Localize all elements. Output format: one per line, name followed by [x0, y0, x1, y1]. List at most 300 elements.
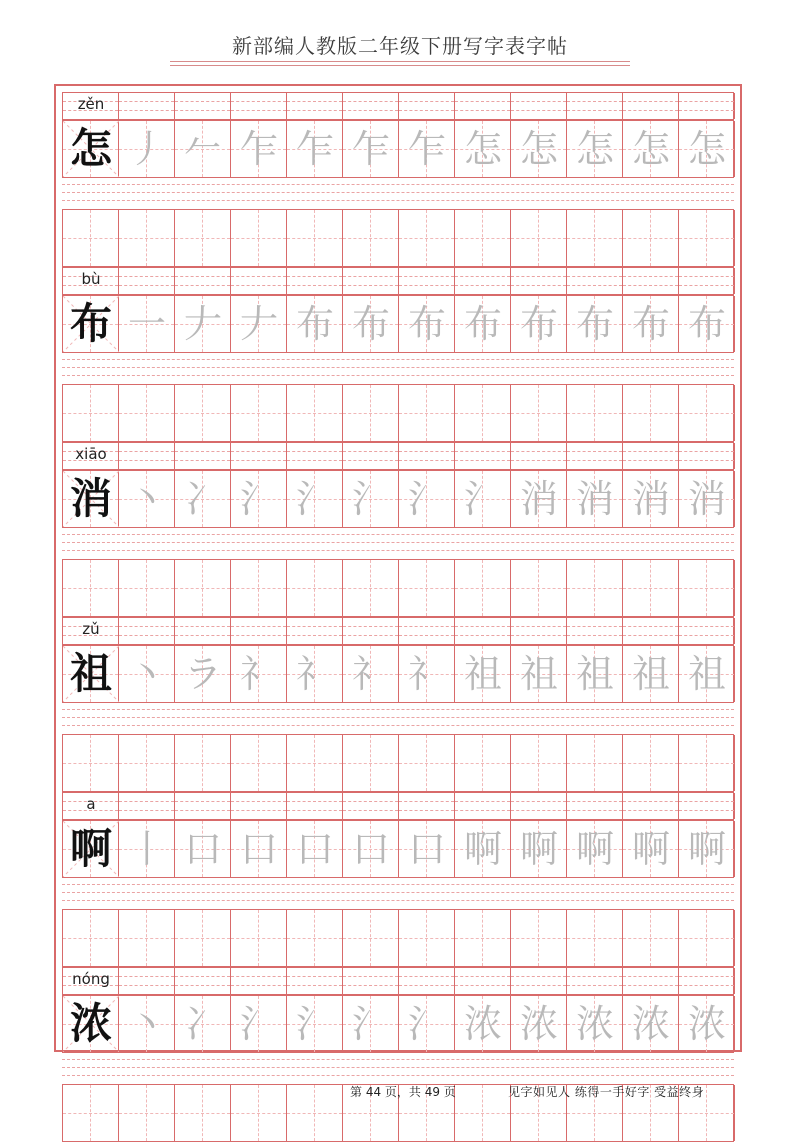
model-character-cell — [63, 821, 119, 877]
blank-cell[interactable] — [63, 735, 119, 791]
stroke-step: 怎 — [687, 127, 726, 171]
stroke-step: 丶 — [127, 652, 166, 696]
guide-gap — [62, 528, 734, 559]
blank-cell[interactable] — [175, 910, 231, 966]
trace-cell[interactable] — [399, 471, 455, 527]
trace-cell[interactable] — [231, 821, 287, 877]
trace-cell[interactable] — [455, 121, 511, 177]
blank-cell[interactable] — [119, 560, 175, 616]
pinyin-cell — [623, 443, 679, 469]
blank-cell[interactable] — [623, 560, 679, 616]
stroke-step: 氵 — [239, 1002, 278, 1046]
stroke-step: 浓 — [575, 1002, 614, 1046]
blank-practice-row — [62, 209, 734, 267]
blank-cell[interactable] — [455, 1085, 511, 1141]
blank-cell[interactable] — [231, 735, 287, 791]
blank-cell[interactable] — [679, 560, 735, 616]
stroke-step: 怎 — [631, 127, 670, 171]
pinyin-cell — [679, 443, 735, 469]
pinyin-cell — [567, 618, 623, 644]
blank-cell[interactable] — [287, 210, 343, 266]
pinyin-cell — [231, 443, 287, 469]
stroke-step: 啊 — [687, 827, 726, 871]
blank-cell[interactable] — [399, 910, 455, 966]
pinyin-cell — [231, 618, 287, 644]
blank-cell[interactable] — [511, 910, 567, 966]
trace-cell[interactable] — [119, 646, 175, 702]
stroke-step: 怎 — [463, 127, 502, 171]
trace-cell[interactable] — [567, 471, 623, 527]
pinyin-cell — [175, 793, 231, 819]
model-character-cell — [63, 471, 119, 527]
blank-cell[interactable] — [343, 910, 399, 966]
stroke-step: 祖 — [631, 652, 670, 696]
model-character: 怎 — [69, 124, 112, 173]
trace-cell[interactable] — [455, 296, 511, 352]
trace-cell[interactable] — [175, 996, 231, 1052]
pinyin-row — [62, 92, 734, 120]
blank-practice-row — [62, 559, 734, 617]
pinyin-cell — [119, 793, 175, 819]
pinyin-cell — [343, 793, 399, 819]
stroke-step: 祖 — [575, 652, 614, 696]
character-unit — [62, 267, 734, 442]
pinyin-cell — [623, 618, 679, 644]
blank-cell[interactable] — [623, 735, 679, 791]
blank-cell[interactable] — [623, 385, 679, 441]
model-character: 啊 — [69, 824, 112, 873]
trace-cell[interactable] — [287, 296, 343, 352]
pinyin-cell — [567, 443, 623, 469]
character-row — [62, 820, 734, 878]
pinyin-row — [62, 617, 734, 645]
stroke-step: 消 — [631, 477, 670, 521]
pinyin-cell — [175, 618, 231, 644]
page-number: 第 44 页，共 49 页 — [350, 1085, 456, 1099]
trace-cell[interactable] — [623, 821, 679, 877]
stroke-step: 丶 — [127, 1002, 166, 1046]
pinyin-cell — [455, 268, 511, 294]
pinyin-cell — [511, 618, 567, 644]
pinyin-cell — [287, 443, 343, 469]
pinyin-cell — [511, 268, 567, 294]
blank-cell[interactable] — [175, 210, 231, 266]
trace-cell[interactable] — [679, 996, 735, 1052]
blank-cell[interactable] — [175, 735, 231, 791]
stroke-step: 布 — [687, 302, 726, 346]
blank-cell[interactable] — [287, 1085, 343, 1141]
stroke-step: 浓 — [463, 1002, 502, 1046]
stroke-step: 冫 — [183, 477, 222, 521]
stroke-step: 祖 — [687, 652, 726, 696]
pinyin-cell — [175, 968, 231, 994]
stroke-step: 浓 — [519, 1002, 558, 1046]
blank-cell[interactable] — [63, 560, 119, 616]
pinyin-cell — [287, 268, 343, 294]
pinyin-cell — [343, 268, 399, 294]
stroke-step: 浓 — [687, 1002, 726, 1046]
trace-cell[interactable] — [679, 821, 735, 877]
trace-cell[interactable] — [567, 821, 623, 877]
stroke-step: 𠂇 — [239, 302, 278, 346]
trace-cell[interactable] — [343, 296, 399, 352]
blank-practice-row — [62, 734, 734, 792]
trace-cell[interactable] — [287, 996, 343, 1052]
trace-cell[interactable] — [623, 121, 679, 177]
stroke-step: 𠂉 — [183, 127, 222, 171]
model-character: 布 — [69, 299, 112, 348]
stroke-step: 布 — [351, 302, 390, 346]
stroke-step: 口 — [351, 827, 390, 871]
blank-cell[interactable] — [119, 735, 175, 791]
stroke-step: 礻 — [239, 652, 278, 696]
pinyin-cell — [231, 268, 287, 294]
trace-cell[interactable] — [511, 646, 567, 702]
pinyin-label: xiāo — [75, 445, 107, 463]
stroke-step: 怎 — [575, 127, 614, 171]
pinyin-cell — [399, 793, 455, 819]
blank-cell[interactable] — [623, 910, 679, 966]
trace-cell[interactable] — [455, 996, 511, 1052]
pinyin-label: zěn — [77, 95, 105, 113]
stroke-step: 乍 — [295, 127, 334, 171]
blank-cell[interactable] — [623, 210, 679, 266]
stroke-step: 氵 — [351, 1002, 390, 1046]
blank-cell[interactable] — [343, 210, 399, 266]
trace-cell[interactable] — [623, 296, 679, 352]
stroke-step: 口 — [183, 827, 222, 871]
blank-cell[interactable] — [399, 735, 455, 791]
character-row — [62, 120, 734, 178]
blank-cell[interactable] — [175, 560, 231, 616]
trace-cell[interactable] — [679, 296, 735, 352]
pinyin-cell — [119, 93, 175, 119]
blank-cell[interactable] — [679, 910, 735, 966]
stroke-step: 祖 — [463, 652, 502, 696]
blank-cell[interactable] — [567, 560, 623, 616]
pinyin-cell — [567, 268, 623, 294]
trace-cell[interactable] — [623, 646, 679, 702]
blank-cell[interactable] — [231, 560, 287, 616]
guide-gap — [62, 353, 734, 384]
pinyin-cell — [623, 93, 679, 119]
pinyin-cell — [175, 93, 231, 119]
pinyin-cell — [679, 93, 735, 119]
blank-cell[interactable] — [511, 735, 567, 791]
pinyin-cell — [567, 793, 623, 819]
pinyin-cell — [399, 443, 455, 469]
pinyin-cell — [287, 793, 343, 819]
blank-cell[interactable] — [119, 385, 175, 441]
pinyin-cell — [455, 618, 511, 644]
blank-cell[interactable] — [679, 210, 735, 266]
stroke-step: 礻 — [351, 652, 390, 696]
stroke-step: 氵 — [295, 1002, 334, 1046]
character-unit — [62, 442, 734, 617]
trace-cell[interactable] — [231, 296, 287, 352]
pinyin-cell — [511, 443, 567, 469]
pinyin-cell — [231, 968, 287, 994]
blank-cell[interactable] — [119, 910, 175, 966]
blank-cell[interactable] — [119, 1085, 175, 1141]
blank-cell[interactable] — [511, 385, 567, 441]
blank-cell[interactable] — [455, 560, 511, 616]
blank-cell[interactable] — [455, 735, 511, 791]
pinyin-cell — [455, 93, 511, 119]
blank-cell[interactable] — [231, 210, 287, 266]
pinyin-cell — [399, 93, 455, 119]
blank-cell[interactable] — [175, 385, 231, 441]
guide-gap — [62, 1053, 734, 1084]
stroke-step: 消 — [575, 477, 614, 521]
trace-cell[interactable] — [119, 471, 175, 527]
stroke-step: 丿 — [127, 127, 166, 171]
trace-cell[interactable] — [119, 821, 175, 877]
pinyin-row — [62, 967, 734, 995]
pinyin-cell — [287, 93, 343, 119]
pinyin-cell — [511, 93, 567, 119]
trace-cell[interactable] — [343, 121, 399, 177]
pinyin-cell — [623, 268, 679, 294]
stroke-step: 氵 — [295, 477, 334, 521]
trace-cell[interactable] — [343, 471, 399, 527]
blank-practice-row — [62, 909, 734, 967]
trace-cell[interactable] — [287, 121, 343, 177]
stroke-step: 氵 — [239, 477, 278, 521]
character-row — [62, 645, 734, 703]
trace-cell[interactable] — [119, 296, 175, 352]
blank-cell[interactable] — [63, 1085, 119, 1141]
trace-cell[interactable] — [567, 646, 623, 702]
pinyin-row — [62, 442, 734, 470]
model-character: 消 — [69, 474, 112, 523]
character-unit — [62, 792, 734, 967]
trace-cell[interactable] — [231, 996, 287, 1052]
pinyin-cell — [231, 793, 287, 819]
blank-practice-row — [62, 384, 734, 442]
blank-cell[interactable] — [455, 210, 511, 266]
blank-cell[interactable] — [343, 560, 399, 616]
trace-cell[interactable] — [175, 296, 231, 352]
trace-cell[interactable] — [287, 471, 343, 527]
model-character-cell — [63, 646, 119, 702]
stroke-step: 啊 — [575, 827, 614, 871]
stroke-step: 乍 — [407, 127, 446, 171]
trace-cell[interactable] — [679, 646, 735, 702]
blank-cell[interactable] — [231, 385, 287, 441]
pinyin-label: bù — [81, 270, 101, 288]
stroke-step: 浓 — [631, 1002, 670, 1046]
pinyin-cell — [679, 268, 735, 294]
trace-cell[interactable] — [623, 996, 679, 1052]
character-unit — [62, 92, 734, 267]
trace-cell[interactable] — [175, 821, 231, 877]
stroke-step: 消 — [687, 477, 726, 521]
blank-cell[interactable] — [679, 385, 735, 441]
pinyin-cell — [455, 793, 511, 819]
character-row — [62, 995, 734, 1053]
trace-cell[interactable] — [343, 996, 399, 1052]
pinyin-label: nóng — [72, 970, 110, 988]
trace-cell[interactable] — [231, 121, 287, 177]
stroke-step: 丨 — [127, 827, 166, 871]
title-underline-second — [170, 65, 630, 66]
trace-cell[interactable] — [455, 471, 511, 527]
blank-cell[interactable] — [567, 910, 623, 966]
blank-cell[interactable] — [455, 910, 511, 966]
blank-cell[interactable] — [399, 210, 455, 266]
stroke-step: 啊 — [631, 827, 670, 871]
stroke-step: 啊 — [519, 827, 558, 871]
blank-cell[interactable] — [287, 735, 343, 791]
blank-cell[interactable] — [399, 385, 455, 441]
stroke-step: 消 — [519, 477, 558, 521]
blank-cell[interactable] — [119, 210, 175, 266]
pinyin-cell — [455, 968, 511, 994]
stroke-step: 怎 — [519, 127, 558, 171]
trace-cell[interactable] — [679, 121, 735, 177]
blank-cell[interactable] — [63, 210, 119, 266]
model-character-cell — [63, 121, 119, 177]
blank-cell[interactable] — [175, 1085, 231, 1141]
pinyin-row — [62, 267, 734, 295]
blank-cell[interactable] — [287, 385, 343, 441]
trace-cell[interactable] — [119, 121, 175, 177]
trace-cell[interactable] — [399, 821, 455, 877]
character-unit — [62, 617, 734, 792]
blank-cell[interactable] — [511, 560, 567, 616]
trace-cell[interactable] — [511, 821, 567, 877]
trace-cell[interactable] — [287, 821, 343, 877]
pinyin-cell — [119, 618, 175, 644]
trace-cell[interactable] — [119, 996, 175, 1052]
pinyin-cell — [455, 443, 511, 469]
blank-cell[interactable] — [63, 910, 119, 966]
trace-cell[interactable] — [343, 646, 399, 702]
blank-cell[interactable] — [231, 910, 287, 966]
trace-cell[interactable] — [287, 646, 343, 702]
stroke-step: 丶 — [127, 477, 166, 521]
trace-cell[interactable] — [511, 296, 567, 352]
blank-cell[interactable] — [287, 560, 343, 616]
trace-cell[interactable] — [455, 646, 511, 702]
trace-cell[interactable] — [399, 121, 455, 177]
pinyin-cell — [119, 268, 175, 294]
trace-cell[interactable] — [623, 471, 679, 527]
stroke-step: 口 — [295, 827, 334, 871]
page-title: 新部编人教版二年级下册写字表字帖 — [232, 34, 568, 58]
trace-cell[interactable] — [567, 296, 623, 352]
trace-cell[interactable] — [175, 646, 231, 702]
blank-cell[interactable] — [567, 385, 623, 441]
pinyin-cell — [119, 968, 175, 994]
blank-cell[interactable] — [287, 910, 343, 966]
pinyin-cell — [567, 93, 623, 119]
trace-cell[interactable] — [511, 996, 567, 1052]
pinyin-cell — [567, 968, 623, 994]
guide-gap — [62, 878, 734, 909]
blank-cell[interactable] — [343, 735, 399, 791]
model-character: 祖 — [69, 649, 112, 698]
pinyin-cell — [343, 968, 399, 994]
stroke-step: 氵 — [463, 477, 502, 521]
stroke-step: 礻 — [407, 652, 446, 696]
trace-cell[interactable] — [231, 646, 287, 702]
blank-cell[interactable] — [679, 735, 735, 791]
stroke-step: 氵 — [407, 477, 446, 521]
stroke-step: 布 — [631, 302, 670, 346]
blank-cell[interactable] — [63, 385, 119, 441]
pinyin-cell — [623, 793, 679, 819]
trace-cell[interactable] — [567, 996, 623, 1052]
stroke-step: 布 — [575, 302, 614, 346]
pinyin-cell — [287, 618, 343, 644]
trace-cell[interactable] — [567, 121, 623, 177]
stroke-step: 氵 — [351, 477, 390, 521]
character-row — [62, 470, 734, 528]
stroke-step: 乍 — [239, 127, 278, 171]
title-underline — [170, 61, 630, 62]
trace-cell[interactable] — [511, 121, 567, 177]
trace-cell[interactable] — [175, 121, 231, 177]
stroke-step: 冫 — [183, 1002, 222, 1046]
trace-cell[interactable] — [399, 296, 455, 352]
model-character-cell — [63, 996, 119, 1052]
blank-cell[interactable] — [511, 210, 567, 266]
blank-cell[interactable] — [343, 385, 399, 441]
stroke-step: 布 — [295, 302, 334, 346]
pinyin-cell — [175, 443, 231, 469]
trace-cell[interactable] — [399, 646, 455, 702]
stroke-step: 布 — [407, 302, 446, 346]
pinyin-cell — [679, 968, 735, 994]
stroke-step: 啊 — [463, 827, 502, 871]
pinyin-cell — [679, 793, 735, 819]
trace-cell[interactable] — [455, 821, 511, 877]
stroke-step: 乍 — [351, 127, 390, 171]
blank-cell[interactable] — [231, 1085, 287, 1141]
pinyin-cell — [511, 793, 567, 819]
stroke-step: 祖 — [519, 652, 558, 696]
trace-cell[interactable] — [175, 471, 231, 527]
trace-cell[interactable] — [343, 821, 399, 877]
pinyin-cell — [343, 443, 399, 469]
pinyin-cell — [231, 93, 287, 119]
trace-cell[interactable] — [511, 471, 567, 527]
stroke-step: 𠂇 — [183, 302, 222, 346]
blank-cell[interactable] — [399, 560, 455, 616]
trace-cell[interactable] — [679, 471, 735, 527]
guide-gap — [62, 178, 734, 209]
pinyin-cell — [623, 968, 679, 994]
blank-cell[interactable] — [455, 385, 511, 441]
practice-grid — [62, 92, 734, 1048]
pinyin-label: zǔ — [82, 620, 100, 638]
trace-cell[interactable] — [231, 471, 287, 527]
footer-slogan: 见字如见人 练得一手好字 受益终身 — [508, 1085, 705, 1099]
stroke-step: 口 — [407, 827, 446, 871]
stroke-step: 礻 — [295, 652, 334, 696]
pinyin-cell — [343, 618, 399, 644]
blank-cell[interactable] — [567, 735, 623, 791]
stroke-step: ラ — [183, 652, 222, 696]
pinyin-cell — [399, 618, 455, 644]
trace-cell[interactable] — [399, 996, 455, 1052]
stroke-step: 氵 — [407, 1002, 446, 1046]
pinyin-cell — [399, 268, 455, 294]
blank-cell[interactable] — [567, 210, 623, 266]
stroke-step: 布 — [519, 302, 558, 346]
